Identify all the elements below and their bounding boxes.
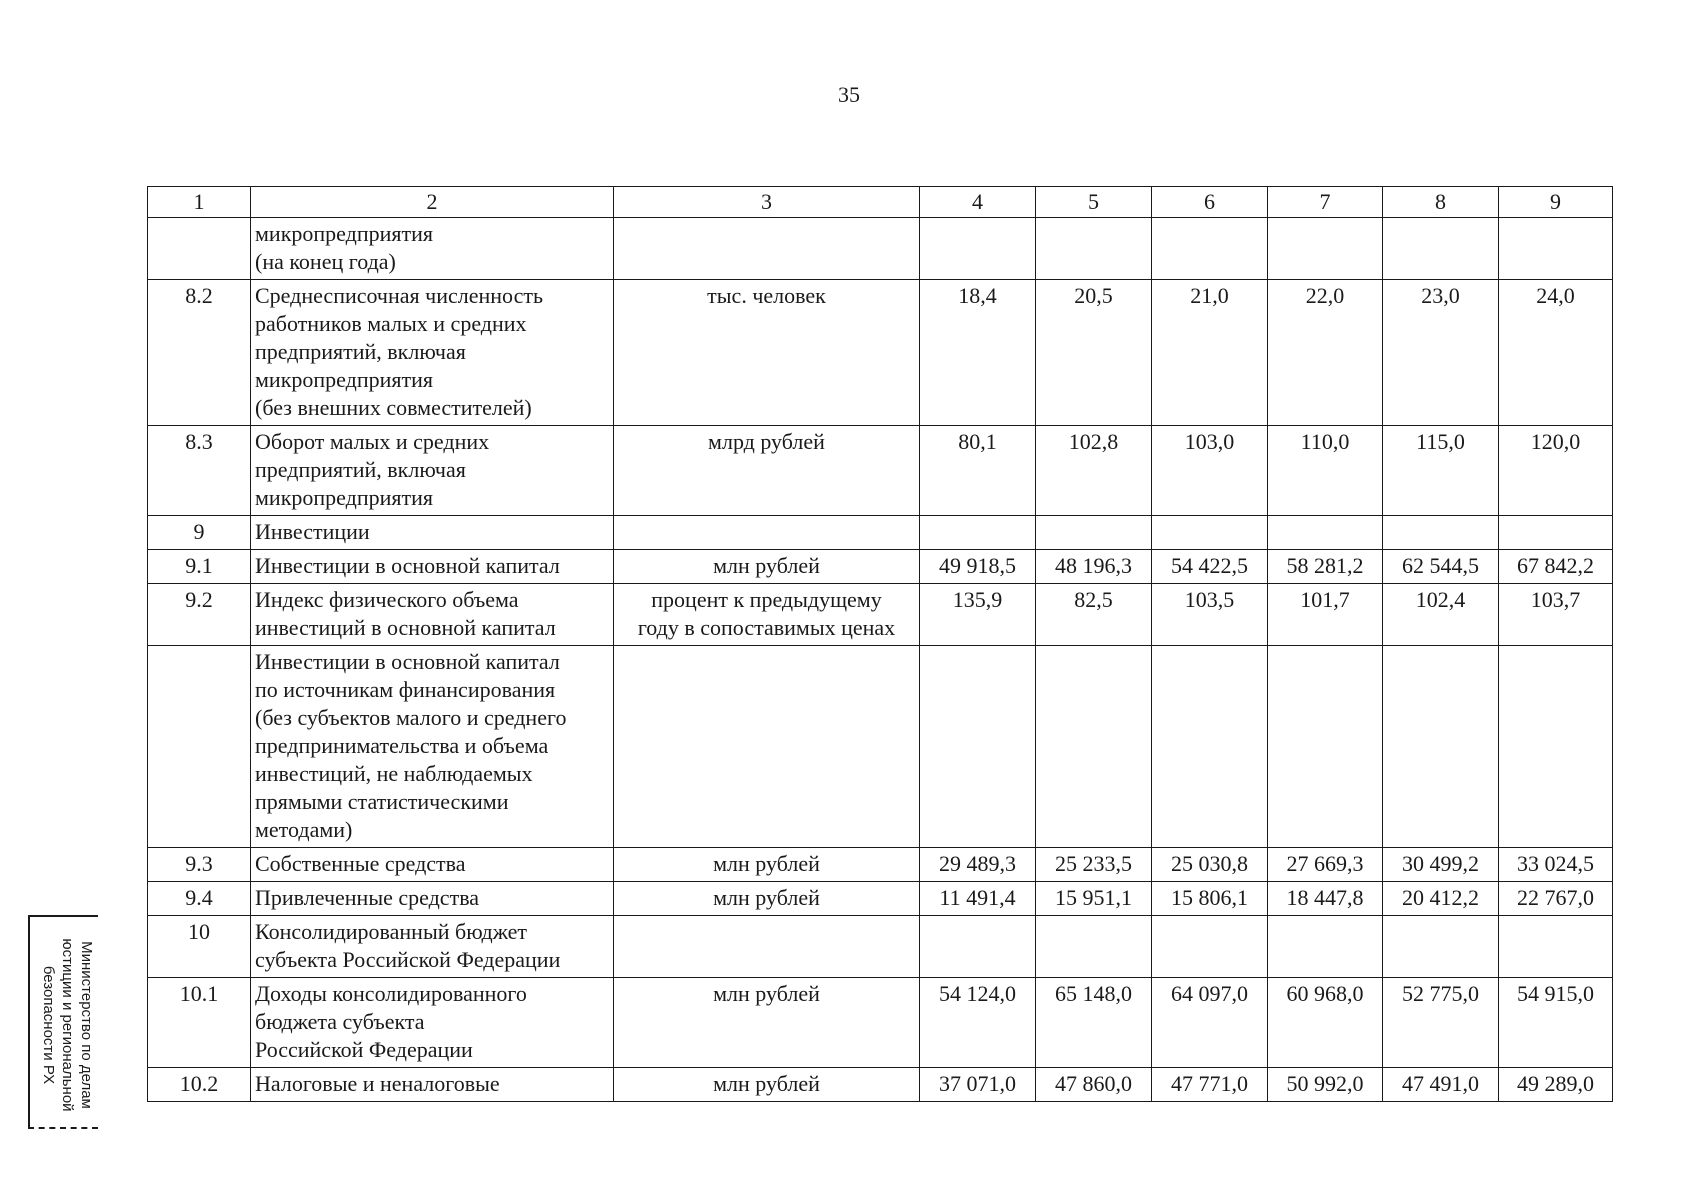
value-cell bbox=[1268, 218, 1383, 280]
value-cell bbox=[1152, 516, 1268, 550]
value-cell: 80,1 bbox=[920, 426, 1036, 516]
value-cell bbox=[1499, 916, 1613, 978]
indicator-name-cell: Собственные средства bbox=[251, 848, 614, 882]
unit-cell bbox=[614, 516, 920, 550]
value-cell: 21,0 bbox=[1152, 280, 1268, 426]
value-cell: 29 489,3 bbox=[920, 848, 1036, 882]
row-number-cell bbox=[148, 218, 251, 280]
value-cell bbox=[1383, 516, 1499, 550]
value-cell: 49 918,5 bbox=[920, 550, 1036, 584]
header-cell: 6 bbox=[1152, 187, 1268, 218]
table-row bbox=[148, 280, 1613, 426]
stamp-line: Министерство по делам bbox=[78, 941, 95, 1109]
value-cell: 103,7 bbox=[1499, 584, 1613, 646]
header-cell: 2 bbox=[251, 187, 614, 218]
indicator-name-cell: микропредприятия (на конец года) bbox=[251, 218, 614, 280]
row-number-cell bbox=[148, 646, 251, 848]
unit-cell: млн рублей bbox=[614, 550, 920, 584]
value-cell: 54 124,0 bbox=[920, 978, 1036, 1068]
unit-cell: тыс. человек bbox=[614, 280, 920, 426]
header-cell: 3 bbox=[614, 187, 920, 218]
unit-cell: млрд рублей bbox=[614, 426, 920, 516]
value-cell: 15 806,1 bbox=[1152, 882, 1268, 916]
value-cell bbox=[920, 916, 1036, 978]
table-row bbox=[148, 848, 1613, 882]
value-cell bbox=[920, 218, 1036, 280]
value-cell: 135,9 bbox=[920, 584, 1036, 646]
table-row bbox=[148, 916, 1613, 978]
row-number-cell: 10 bbox=[148, 916, 251, 978]
registration-stamp-text bbox=[39, 925, 96, 1125]
row-number-cell: 9.2 bbox=[148, 584, 251, 646]
value-cell bbox=[1383, 916, 1499, 978]
row-number-cell: 9 bbox=[148, 516, 251, 550]
value-cell: 20,5 bbox=[1036, 280, 1152, 426]
value-cell: 15 951,1 bbox=[1036, 882, 1152, 916]
indicator-name-cell: Инвестиции в основной капитал bbox=[251, 550, 614, 584]
value-cell: 52 775,0 bbox=[1383, 978, 1499, 1068]
indicator-name-cell: Инвестиции bbox=[251, 516, 614, 550]
value-cell: 115,0 bbox=[1383, 426, 1499, 516]
value-cell: 47 860,0 bbox=[1036, 1068, 1152, 1102]
stamp-line: юстиции и региональной bbox=[59, 938, 76, 1112]
value-cell: 27 669,3 bbox=[1268, 848, 1383, 882]
unit-cell bbox=[614, 218, 920, 280]
table-row bbox=[148, 1068, 1613, 1102]
value-cell: 22 767,0 bbox=[1499, 882, 1613, 916]
value-cell: 101,7 bbox=[1268, 584, 1383, 646]
indicator-name-cell: Среднесписочная численность работников малых и средних предприятий, включая микропредприятия (без внешних совместителей) bbox=[251, 280, 614, 426]
value-cell: 25 233,5 bbox=[1036, 848, 1152, 882]
indicator-name-cell: Индекс физического объема инвестиций в основной капитал bbox=[251, 584, 614, 646]
value-cell: 22,0 bbox=[1268, 280, 1383, 426]
value-cell: 25 030,8 bbox=[1152, 848, 1268, 882]
indicator-name-cell: Консолидированный бюджет субъекта Российской Федерации bbox=[251, 916, 614, 978]
value-cell bbox=[1499, 516, 1613, 550]
value-cell bbox=[1383, 218, 1499, 280]
value-cell bbox=[1036, 916, 1152, 978]
row-number-cell: 10.1 bbox=[148, 978, 251, 1068]
table-row bbox=[148, 550, 1613, 584]
unit-cell: процент к предыдущему году в сопоставимых ценах bbox=[614, 584, 920, 646]
value-cell bbox=[1152, 646, 1268, 848]
unit-cell: млн рублей bbox=[614, 882, 920, 916]
value-cell bbox=[1152, 218, 1268, 280]
value-cell: 33 024,5 bbox=[1499, 848, 1613, 882]
value-cell bbox=[1036, 646, 1152, 848]
unit-cell bbox=[614, 916, 920, 978]
table-header-row bbox=[148, 187, 1613, 218]
value-cell: 49 289,0 bbox=[1499, 1068, 1613, 1102]
value-cell bbox=[920, 646, 1036, 848]
unit-cell: млн рублей bbox=[614, 848, 920, 882]
value-cell: 48 196,3 bbox=[1036, 550, 1152, 584]
value-cell: 37 071,0 bbox=[920, 1068, 1036, 1102]
value-cell bbox=[920, 516, 1036, 550]
value-cell: 102,4 bbox=[1383, 584, 1499, 646]
indicators-table bbox=[147, 186, 1613, 1102]
header-cell: 4 bbox=[920, 187, 1036, 218]
row-number-cell: 10.2 bbox=[148, 1068, 251, 1102]
value-cell: 64 097,0 bbox=[1152, 978, 1268, 1068]
unit-cell: млн рублей bbox=[614, 978, 920, 1068]
value-cell: 60 968,0 bbox=[1268, 978, 1383, 1068]
header-cell: 7 bbox=[1268, 187, 1383, 218]
value-cell bbox=[1268, 646, 1383, 848]
value-cell: 67 842,2 bbox=[1499, 550, 1613, 584]
table-row bbox=[148, 426, 1613, 516]
value-cell: 18,4 bbox=[920, 280, 1036, 426]
value-cell: 54 915,0 bbox=[1499, 978, 1613, 1068]
stamp-line: безопасности РХ bbox=[40, 965, 57, 1085]
value-cell bbox=[1268, 516, 1383, 550]
value-cell bbox=[1383, 646, 1499, 848]
value-cell: 103,5 bbox=[1152, 584, 1268, 646]
row-number-cell: 8.2 bbox=[148, 280, 251, 426]
header-cell: 1 bbox=[148, 187, 251, 218]
table-row bbox=[148, 646, 1613, 848]
indicator-name-cell: Инвестиции в основной капитал по источникам финансирования (без субъектов малого и среднего предпринимательства и объема инвестиций, не наблюдаемых прямыми статистическими методами) bbox=[251, 646, 614, 848]
header-cell: 8 bbox=[1383, 187, 1499, 218]
table-row bbox=[148, 218, 1613, 280]
value-cell: 102,8 bbox=[1036, 426, 1152, 516]
row-number-cell: 9.3 bbox=[148, 848, 251, 882]
table-row bbox=[148, 584, 1613, 646]
table-row bbox=[148, 516, 1613, 550]
table-row bbox=[148, 882, 1613, 916]
value-cell: 18 447,8 bbox=[1268, 882, 1383, 916]
value-cell bbox=[1499, 218, 1613, 280]
value-cell: 120,0 bbox=[1499, 426, 1613, 516]
value-cell: 54 422,5 bbox=[1152, 550, 1268, 584]
page-number: 35 bbox=[838, 82, 860, 107]
header-cell: 5 bbox=[1036, 187, 1152, 218]
value-cell: 110,0 bbox=[1268, 426, 1383, 516]
value-cell bbox=[1036, 218, 1152, 280]
value-cell: 58 281,2 bbox=[1268, 550, 1383, 584]
row-number-cell: 8.3 bbox=[148, 426, 251, 516]
value-cell: 23,0 bbox=[1383, 280, 1499, 426]
value-cell bbox=[1036, 516, 1152, 550]
table-row bbox=[148, 978, 1613, 1068]
value-cell bbox=[1268, 916, 1383, 978]
value-cell bbox=[1152, 916, 1268, 978]
value-cell: 62 544,5 bbox=[1383, 550, 1499, 584]
value-cell: 11 491,4 bbox=[920, 882, 1036, 916]
value-cell: 20 412,2 bbox=[1383, 882, 1499, 916]
value-cell: 103,0 bbox=[1152, 426, 1268, 516]
value-cell: 47 491,0 bbox=[1383, 1068, 1499, 1102]
unit-cell: млн рублей bbox=[614, 1068, 920, 1102]
row-number-cell: 9.4 bbox=[148, 882, 251, 916]
header-cell: 9 bbox=[1499, 187, 1613, 218]
row-number-cell: 9.1 bbox=[148, 550, 251, 584]
indicator-name-cell: Привлеченные средства bbox=[251, 882, 614, 916]
indicator-name-cell: Оборот малых и средних предприятий, включая микропредприятия bbox=[251, 426, 614, 516]
indicator-name-cell: Доходы консолидированного бюджета субъекта Российской Федерации bbox=[251, 978, 614, 1068]
unit-cell bbox=[614, 646, 920, 848]
value-cell: 24,0 bbox=[1499, 280, 1613, 426]
value-cell: 65 148,0 bbox=[1036, 978, 1152, 1068]
indicator-name-cell: Налоговые и неналоговые bbox=[251, 1068, 614, 1102]
value-cell bbox=[1499, 646, 1613, 848]
value-cell: 47 771,0 bbox=[1152, 1068, 1268, 1102]
value-cell: 82,5 bbox=[1036, 584, 1152, 646]
value-cell: 30 499,2 bbox=[1383, 848, 1499, 882]
value-cell: 50 992,0 bbox=[1268, 1068, 1383, 1102]
